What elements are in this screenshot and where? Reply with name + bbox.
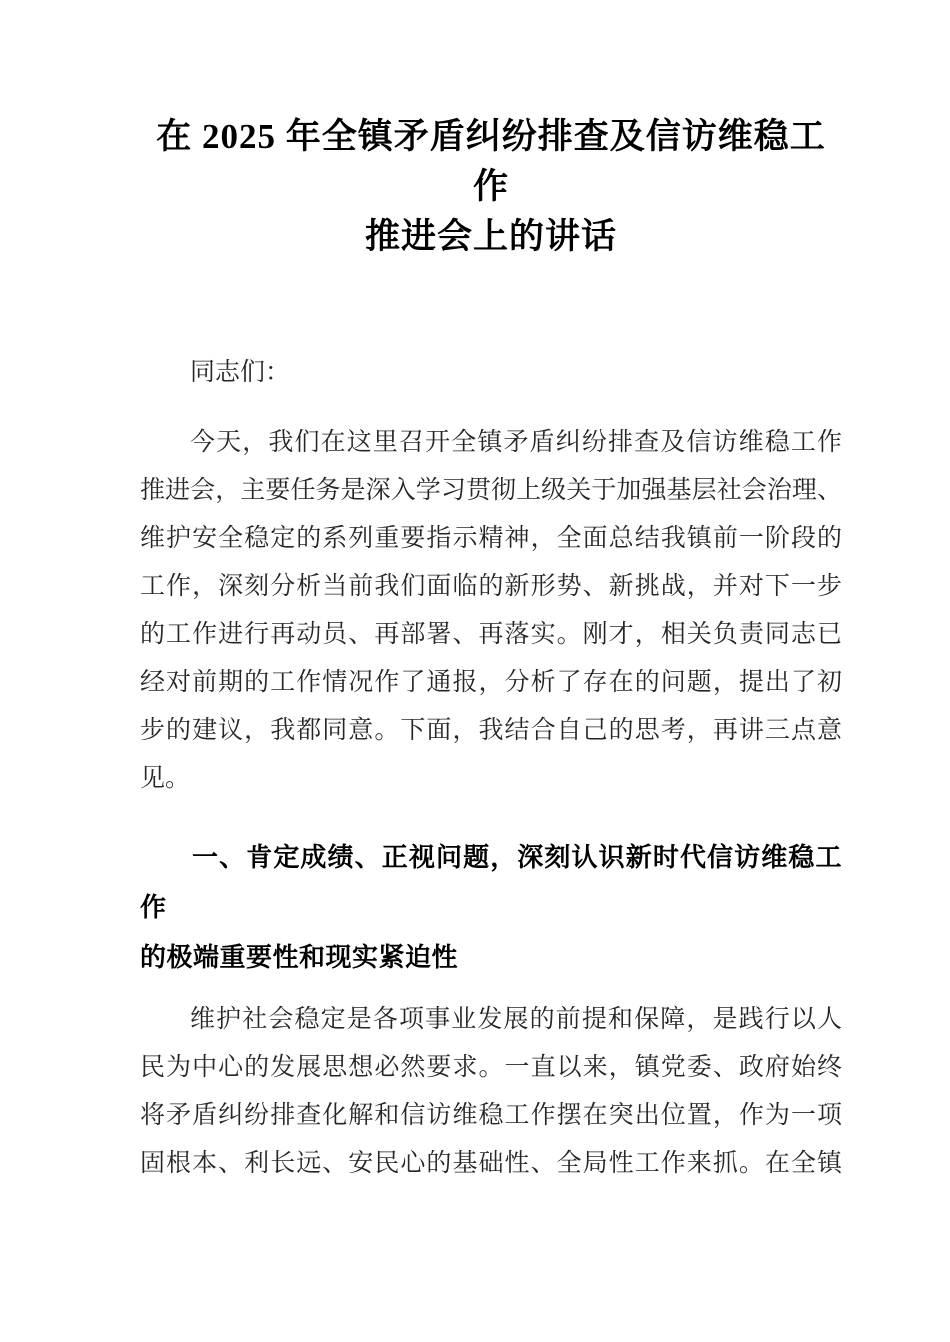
text-line: 维护安全稳定的系列重要指示精神，全面总结我镇前一阶段的	[140, 525, 842, 552]
text-line: 推进会，主要任务是深入学习贯彻上级关于加强基层社会治理、	[140, 477, 842, 504]
document-page	[0, 112, 950, 1342]
text-line: 步的建议，我都同意。下面，我结合自己的思考，再讲三点意	[140, 717, 842, 744]
title-line-1: 在 2025 年全镇矛盾纠纷排查及信访维稳工作	[156, 117, 826, 206]
text-line: 将矛盾纠纷排查化解和信访维稳工作摆在突出位置，作为一项	[140, 1102, 842, 1129]
document-title	[140, 112, 842, 262]
heading-line: 的极端重要性和现实紧迫性	[140, 942, 459, 972]
text-line: 经对前期的工作情况作了通报，分析了存在的问题，提出了初	[140, 669, 842, 696]
text-line: 固根本、利长远、安民心的基础性、全局性工作来抓。在全镇	[140, 1150, 842, 1177]
text-line: 见。	[140, 765, 191, 792]
body-paragraph	[140, 996, 842, 1188]
heading-line: 一、肯定成绩、正视问题，深刻认识新时代信访维稳工作	[140, 842, 842, 922]
text-line: 今天，我们在这里召开全镇矛盾纠纷排查及信访维稳工作	[190, 429, 842, 456]
text-line: 工作，深刻分析当前我们面临的新形势、新挑战，并对下一步	[140, 573, 842, 600]
salutation: 同志们：	[190, 359, 291, 386]
text-line: 维护社会稳定是各项事业发展的前提和保障，是践行以人	[190, 1006, 842, 1033]
text-line: 的工作进行再动员、再部署、再落实。刚才，相关负责同志已	[140, 621, 842, 648]
body-paragraph	[140, 419, 842, 803]
document-body	[140, 419, 842, 1188]
text-line: 民为中心的发展思想必然要求。一直以来，镇党委、政府始终	[140, 1054, 842, 1081]
title-line-2: 推进会上的讲话	[364, 217, 617, 256]
section-heading	[140, 832, 842, 982]
